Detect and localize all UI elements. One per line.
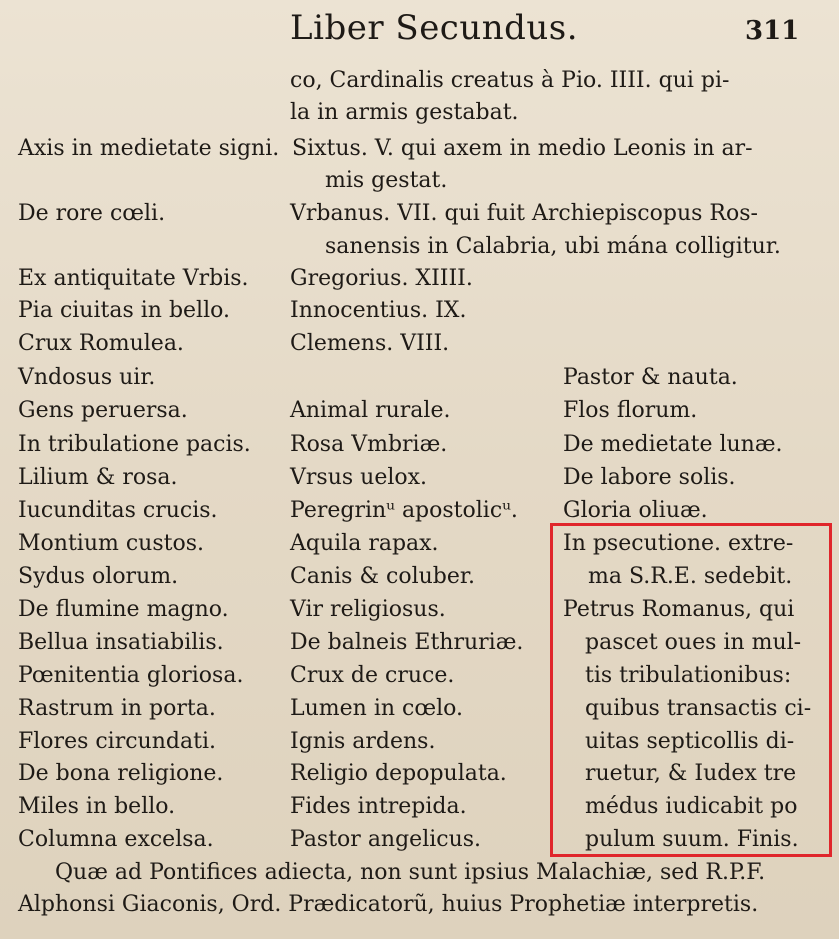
highlight-box xyxy=(550,523,832,857)
col1-line: De bona religione. xyxy=(18,761,224,786)
col2-line: Innocentius. IX. xyxy=(290,298,467,323)
intro-line-1: co, Cardinalis creatus à Pio. IIII. qui pi- xyxy=(290,68,730,93)
col1-line: Gens peruersa. xyxy=(18,398,188,423)
col1-line: Crux Romulea. xyxy=(18,331,184,356)
entry-rore-text-1: Vrbanus. VII. qui fuit Archiepiscopus Ros- xyxy=(290,201,758,226)
col1-line: De flumine magno. xyxy=(18,597,229,622)
footer-line-2: Alphonsi Giaconis, Ord. Prædicatorũ, huius Prophetiæ interpretis. xyxy=(18,892,759,917)
page-number: 311 xyxy=(745,16,800,46)
col1-line: In tribulatione pacis. xyxy=(18,432,251,457)
col3-line: tis tribulationibus: xyxy=(585,663,792,688)
col2-line: Gregorius. XIIII. xyxy=(290,266,473,291)
col1-line: Pia ciuitas in bello. xyxy=(18,298,230,323)
col1-line: Rastrum in porta. xyxy=(18,696,216,721)
col3-line: quibus transactis ci- xyxy=(585,696,812,721)
col2-line: Lumen in cœlo. xyxy=(290,696,463,721)
col1-line: Montium custos. xyxy=(18,531,204,556)
entry-axis-text-1: Sixtus. V. qui axem in medio Leonis in ar- xyxy=(292,136,753,161)
col3-line: médus iudicabit po xyxy=(585,794,798,819)
col1-line: Pœnitentia gloriosa. xyxy=(18,663,244,688)
col2-line: De balneis Ethruriæ. xyxy=(290,630,524,655)
col3-line: uitas septicollis di- xyxy=(585,729,795,754)
col1-line: Bellua insatiabilis. xyxy=(18,630,224,655)
intro-line-2: la in armis gestabat. xyxy=(290,100,519,125)
col3-line: De medietate lunæ. xyxy=(563,432,783,457)
footer-line-1: Quæ ad Pontifices adiecta, non sunt ipsius Malachiæ, sed R.P.F. xyxy=(55,860,766,885)
col2-line: Religio depopulata. xyxy=(290,761,507,786)
col2-line: Ignis ardens. xyxy=(290,729,436,754)
col3-line: In psecutione. extre- xyxy=(563,531,794,556)
col1-line: Miles in bello. xyxy=(18,794,176,819)
col3-line: ruetur, & Iudex tre xyxy=(585,761,797,786)
col1-line: Lilium & rosa. xyxy=(18,465,178,490)
col1-line: Columna excelsa. xyxy=(18,827,214,852)
col1-line: Iucunditas crucis. xyxy=(18,498,218,523)
col2-line: Peregrinᵘ apostolicᵘ. xyxy=(290,498,518,523)
col3-line: Gloria oliuæ. xyxy=(563,498,708,523)
col2-line: Canis & coluber. xyxy=(290,564,475,589)
col3-line: Pastor & nauta. xyxy=(563,365,738,390)
col3-line: Petrus Romanus, qui xyxy=(563,597,795,622)
col2-line: Rosa Vmbriæ. xyxy=(290,432,448,457)
col2-line: Animal rurale. xyxy=(290,398,451,423)
entry-rore-text-2: sanensis in Calabria, ubi mána colligitur. xyxy=(325,234,781,259)
running-head: Liber Secundus. xyxy=(290,8,579,48)
col2-line: Vir religiosus. xyxy=(290,597,446,622)
col1-line: Vndosus uir. xyxy=(18,365,156,390)
col1-line: Sydus olorum. xyxy=(18,564,179,589)
col1-line: Ex antiquitate Vrbis. xyxy=(18,266,249,291)
col3-line: De labore solis. xyxy=(563,465,736,490)
col2-line: Fides intrepida. xyxy=(290,794,467,819)
col3-line: ma S.R.E. sedebit. xyxy=(588,564,793,589)
col2-line: Clemens. VIII. xyxy=(290,331,450,356)
col1-line: Flores circundati. xyxy=(18,729,216,754)
col2-line: Aquila rapax. xyxy=(290,531,439,556)
col3-line: Flos florum. xyxy=(563,398,698,423)
col2-line: Pastor angelicus. xyxy=(290,827,482,852)
entry-rore-motto: De rore cœli. xyxy=(18,201,166,226)
entry-axis-text-2: mis gestat. xyxy=(325,168,448,193)
col3-line: pulum suum. Finis. xyxy=(585,827,799,852)
col2-line: Crux de cruce. xyxy=(290,663,455,688)
entry-axis-motto: Axis in medietate signi. xyxy=(18,136,280,161)
col2-line: Vrsus uelox. xyxy=(290,465,428,490)
col3-line: pascet oues in mul- xyxy=(585,630,802,655)
